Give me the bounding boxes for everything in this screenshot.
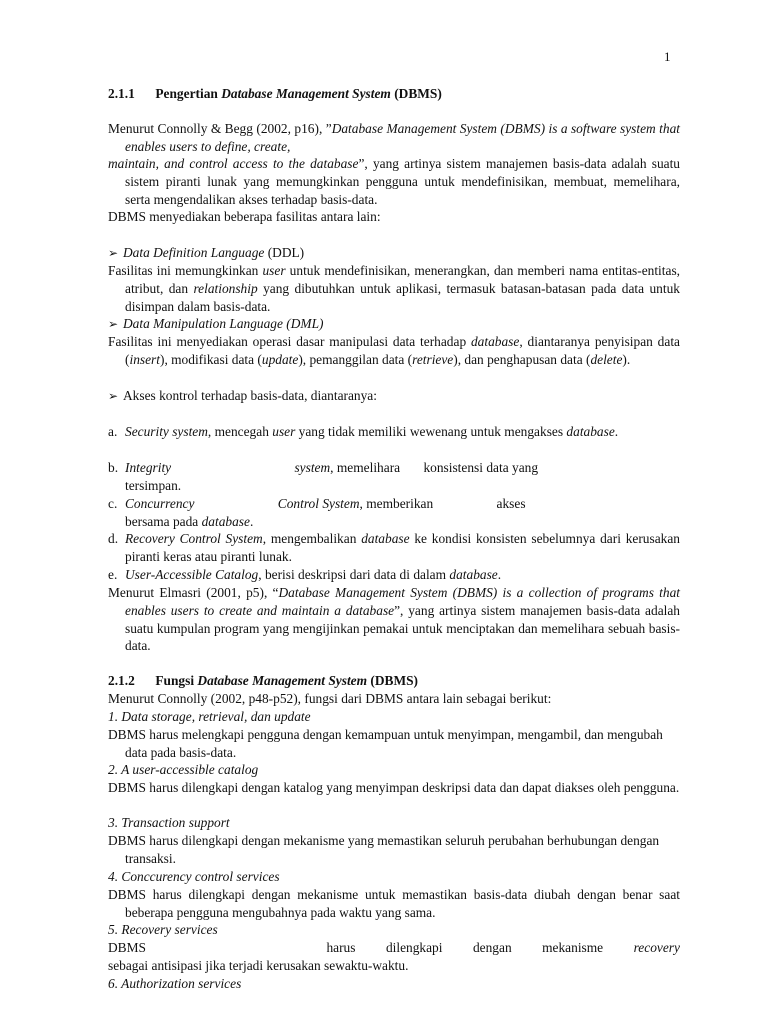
text: mekanisme (542, 940, 604, 955)
page-number: 1 (664, 49, 671, 64)
text: untuk mendefinisikan, menerangkan, dan memberi nama entitas-entitas, atribut, dan (125, 263, 680, 296)
italic-text: database (361, 531, 410, 546)
heading-text: Fungsi (155, 673, 195, 688)
text: (DDL) (264, 245, 305, 260)
italic-text: Data Definition Language (123, 245, 265, 260)
text: dilengkapi (385, 940, 443, 955)
italic-text: system (294, 460, 331, 475)
heading-text: Pengertian (155, 86, 218, 101)
text: data yang (486, 460, 539, 475)
text: Menurut Elmasri (2001, p5), “ (108, 585, 279, 600)
text: ), pemanggilan data ( (298, 351, 413, 367)
text: , mencegah (207, 424, 273, 439)
text-line2: sebagai antisipasi jika terjadi kerusakan sewaktu-waktu. (108, 957, 409, 973)
italic-text: database (566, 424, 615, 439)
italic-text: 2. A user-accessible catalog (108, 762, 259, 777)
italic-text: user (272, 424, 296, 439)
item-text (125, 530, 680, 566)
section-heading-2-1-1 (108, 85, 442, 103)
fungsi-5-desc (108, 939, 680, 975)
item-text (125, 423, 680, 441)
italic-text: Recovery Control System (125, 531, 263, 546)
italic-text: Security system (125, 424, 208, 439)
item-text-line2: tersimpan. (125, 477, 182, 493)
item-text (125, 566, 680, 584)
text: . (497, 567, 502, 582)
italic-text: Concurrency (125, 496, 195, 511)
italic-text: delete (590, 351, 623, 367)
text: , mengembalikan (262, 531, 362, 546)
text: , diantaranya penyisipan data ( (125, 334, 680, 367)
arrow-bullet-icon: ➢ (108, 317, 119, 331)
italic-text: 1. Data storage, retrieval, dan update (108, 709, 311, 724)
text: akses (496, 496, 526, 511)
text: konsistensi (423, 460, 483, 475)
italic-text: Database Management System (DBMS) is a software system that enables users to define, create, (125, 121, 680, 154)
italic-text: database (449, 567, 498, 582)
italic-text: System (322, 496, 360, 511)
text: ). (622, 351, 631, 367)
dml-description (108, 333, 680, 369)
text: yang tidak memiliki wewenang untuk mengakses (295, 424, 567, 439)
italic-text: 4. Conccurency control services (108, 869, 280, 884)
text: . (614, 424, 619, 439)
heading-suffix: (DBMS) (370, 673, 419, 688)
text: harus (326, 940, 356, 955)
list-item-b (108, 459, 680, 495)
spread-line (108, 939, 680, 957)
italic-text: user (262, 263, 286, 278)
text-group (322, 496, 363, 511)
text: Fasilitas ini memungkinkan (108, 263, 263, 278)
text: ), modifikasi data ( (159, 351, 262, 367)
arrow-bullet-icon: ➢ (108, 389, 119, 403)
italic-text: 6. Authorization services (108, 976, 242, 991)
text: , (359, 496, 363, 511)
fungsi-1-title (108, 708, 311, 726)
italic-text: retrieve (412, 351, 454, 367)
bullet-ddl (108, 244, 304, 263)
fungsi-4-title (108, 868, 280, 886)
italic-text: recovery (633, 940, 680, 955)
text: , berisi deskripsi dari data di dalam (258, 567, 450, 582)
italic-text: User-Accessible Catalog (125, 567, 259, 582)
fasilitas-intro: DBMS menyediakan beberapa fasilitas antara lain: (108, 209, 381, 224)
italic-text: update (261, 351, 299, 367)
text: bersama pada (125, 513, 202, 529)
fungsi-intro: Menurut Connolly (2002, p48-p52), fungsi dari DBMS antara lain sebagai berikut: (108, 691, 552, 706)
text: ke kondisi konsisten sebelumnya dari kerusakan piranti keras atau piranti lunak. (125, 531, 680, 564)
text: Fasilitas ini menyediakan operasi dasar manipulasi data terhadap (108, 334, 471, 349)
text: . (249, 513, 254, 529)
elmasri-definition-paragraph (108, 584, 680, 655)
item-label: e. (108, 567, 118, 582)
text: ”, yang artinya sistem manajemen basis-data adalah suatu kumpulan program yang mengijinkan pemakai untuk menciptakan dan memelihara sebuah basis-data. (125, 602, 680, 654)
fungsi-1-desc: DBMS harus melengkapi pengguna dengan kemampuan untuk menyimpan, mengambil, dan mengubah data pada basis-data. (108, 727, 663, 760)
italic-text: Database Management System (DBMS) is a collection of programs that enables users to create and maintain a database (125, 585, 680, 618)
connolly-definition-paragraph (108, 120, 680, 156)
item-label: b. (108, 460, 119, 475)
fungsi-6-title (108, 975, 241, 993)
bullet-dml (108, 315, 323, 334)
list-item-a (108, 423, 680, 441)
text-group (294, 460, 333, 475)
text: ), dan penghapusan data ( (453, 351, 591, 367)
item-text-spread (125, 495, 680, 513)
text: DBMS (108, 940, 146, 955)
fungsi-3-desc: DBMS harus dilengkapi dengan mekanisme yang memastikan seluruh perubahan berhubungan dengan transaksi. (108, 833, 660, 866)
fungsi-2-title (108, 761, 258, 779)
italic-text: insert (129, 351, 160, 367)
italic-text: 3. Transaction support (108, 815, 230, 830)
fungsi-2-desc: DBMS harus dilengkapi dengan katalog yang menyimpan deskripsi data dan dapat diakses oleh pengguna. (108, 780, 680, 795)
text: , (330, 460, 334, 475)
italic-text: database (470, 334, 520, 349)
text: dengan (472, 940, 512, 955)
italic-text: maintain, and control access to the database (108, 156, 359, 171)
item-text-line2 (125, 513, 680, 531)
item-label: a. (108, 424, 118, 439)
fungsi-3-title (108, 814, 230, 832)
heading-suffix: (DBMS) (394, 86, 442, 101)
text: Akses kontrol terhadap basis-data, diantaranya: (123, 388, 377, 403)
heading-italic: Database Management System (197, 673, 368, 688)
text: ”, yang artinya sistem manajemen basis-data adalah suatu sistem piranti lunak yang memungkinkan pengguna untuk mendefinisikan, membuat, memelihara, serta mengendalikan akses terhadap basis-data. (125, 156, 681, 207)
italic-text: database (201, 513, 250, 529)
text: memelihara (336, 460, 401, 475)
fungsi-5-title (108, 921, 218, 939)
ddl-description (108, 262, 680, 315)
section-number: 2.1.1 (108, 86, 135, 101)
section-heading-2-1-2 (108, 672, 418, 690)
italic-text: Control (277, 496, 319, 511)
item-label: c. (108, 496, 118, 511)
section-number: 2.1.2 (108, 673, 135, 688)
connolly-definition-continued (108, 155, 680, 208)
item-label: d. (108, 531, 119, 546)
text: memberikan (366, 496, 434, 511)
text: Menurut Connolly & Begg (2002, p16), ” (108, 121, 332, 136)
list-item-c (108, 495, 680, 531)
arrow-bullet-icon: ➢ (108, 246, 119, 260)
italic-text: Integrity (125, 460, 172, 475)
text: yang dibutuhkan untuk aplikasi, termasuk batasan-batasan pada data untuk disimpan dalam basis-data. (125, 280, 680, 314)
italic-text: 5. Recovery services (108, 922, 218, 937)
heading-italic: Database Management System (221, 86, 391, 101)
fungsi-4-desc: DBMS harus dilengkapi dengan mekanisme untuk memastikan basis-data diubah dengan benar saat beberapa pengguna mengubahnya pada waktu yang sama. (108, 887, 680, 920)
list-item-d (108, 530, 680, 566)
bullet-akses-kontrol (108, 387, 377, 406)
item-text-spread (125, 459, 680, 477)
italic-text: relationship (193, 280, 258, 296)
italic-text: Data Manipulation Language (DML) (123, 316, 324, 331)
list-item-e (108, 566, 680, 584)
